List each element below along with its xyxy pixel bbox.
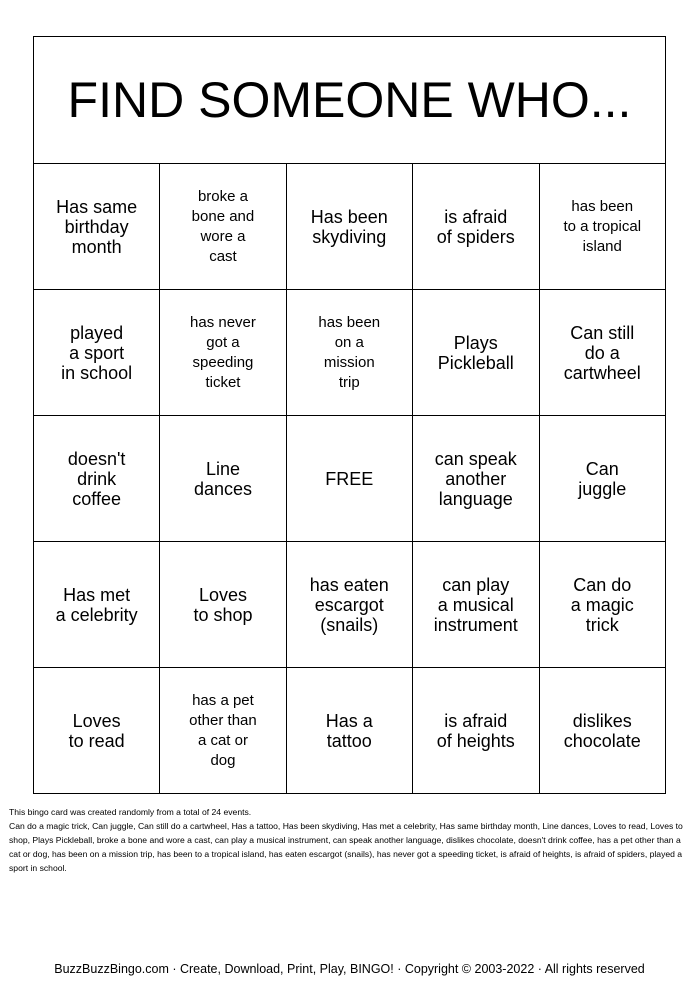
bingo-cell: Plays Pickleball <box>413 290 540 416</box>
bingo-cell: Can juggle <box>539 416 665 542</box>
bingo-cell: played a sport in school <box>34 290 160 416</box>
bingo-cell: has eaten escargot (snails) <box>286 542 412 668</box>
bingo-row <box>34 164 666 290</box>
bingo-cell: Has same birthday month <box>34 164 160 290</box>
card-title: FIND SOMEONE WHO... <box>34 37 666 164</box>
bingo-cell: Has met a celebrity <box>34 542 160 668</box>
bingo-cell: Loves to read <box>34 668 160 794</box>
bingo-cell: has never got a speeding ticket <box>160 290 286 416</box>
bingo-cell: Can still do a cartwheel <box>539 290 665 416</box>
bingo-cell: can play a musical instrument <box>413 542 540 668</box>
bingo-cell: Can do a magic trick <box>539 542 665 668</box>
free-space: FREE <box>286 416 412 542</box>
card-info <box>9 805 689 875</box>
bingo-cell: has been on a mission trip <box>286 290 412 416</box>
bingo-cell: has a pet other than a cat or dog <box>160 668 286 794</box>
bingo-cell: Has a tattoo <box>286 668 412 794</box>
bingo-cell: has been to a tropical island <box>539 164 665 290</box>
bingo-card <box>33 36 666 794</box>
info-event-list: Can do a magic trick, Can juggle, Can still do a cartwheel, Has a tattoo, Has been skydiving, Has met a celebrity, Has same birthday month, Line dances, Loves to read, Loves to shop, Plays Pickleball, broke a bone and wore a cast, can play a musical instrument, can speak another language, dislikes chocolate, doesn't drink coffee, has a pet other than a cat or dog, has been on a mission trip, has been to a tropical island, has eaten escargot (snails), has never got a speeding ticket, is afraid of heights, is afraid of spiders, played a sport in school. <box>9 821 683 873</box>
bingo-cell: broke a bone and wore a cast <box>160 164 286 290</box>
bingo-row <box>34 290 666 416</box>
bingo-cell: Line dances <box>160 416 286 542</box>
footer: BuzzBuzzBingo.com · Create, Download, Print, Play, BINGO! · Copyright © 2003-2022 · All rights reserved <box>54 962 645 976</box>
bingo-cell: is afraid of heights <box>413 668 540 794</box>
bingo-row <box>34 416 666 542</box>
bingo-cell: dislikes chocolate <box>539 668 665 794</box>
bingo-row <box>34 542 666 668</box>
info-summary: This bingo card was created randomly from a total of 24 events. <box>9 807 252 817</box>
bingo-cell: doesn't drink coffee <box>34 416 160 542</box>
bingo-cell: Loves to shop <box>160 542 286 668</box>
bingo-row <box>34 668 666 794</box>
bingo-cell: is afraid of spiders <box>413 164 540 290</box>
bingo-cell: can speak another language <box>413 416 540 542</box>
bingo-cell: Has been skydiving <box>286 164 412 290</box>
